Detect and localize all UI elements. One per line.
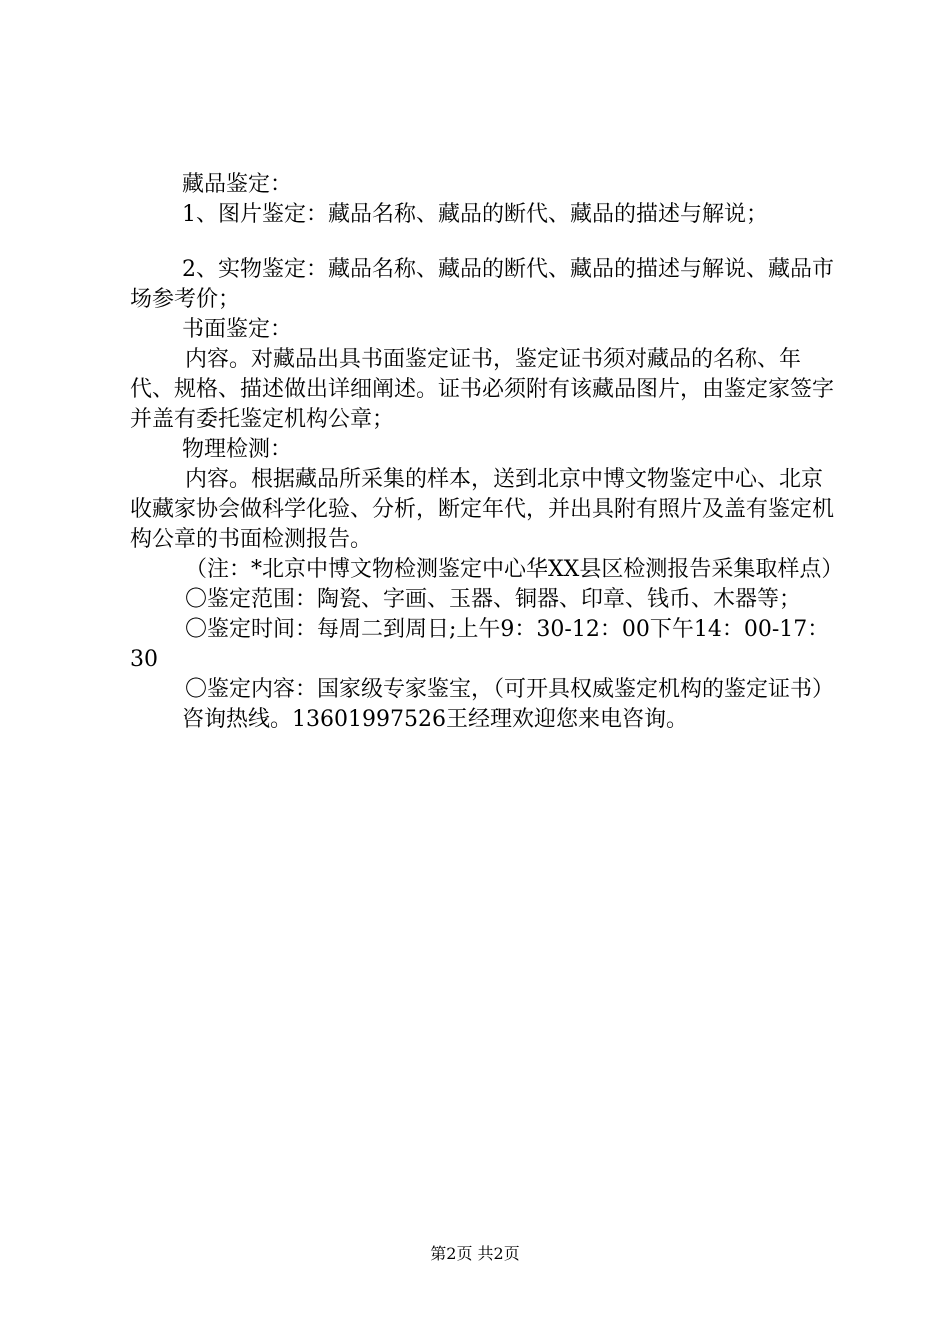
heading-written-appraisal: 书面鉴定： [182, 317, 293, 342]
document-body [130, 170, 844, 735]
physical-testing-content: 内容。根据藏品所采集的样本，送到北京中博文物鉴定中心、北京收藏家协会做科学化验、分析，断定年代，并出具附有照片及盖有鉴定机构公章的书面检测报告。 [130, 467, 835, 552]
heading-physical-testing: 物理检测： [182, 437, 293, 462]
note-sampling-point: （注：*北京中博文物检测鉴定中心华XX县区检测报告采集取样点） [185, 557, 844, 582]
item-physical-appraisal: 2、实物鉴定：藏品名称、藏品的断代、藏品的描述与解说、藏品市场参考价； [130, 257, 834, 312]
appraisal-scope: 〇鉴定范围：陶瓷、字画、玉器、铜器、印章、钱币、木器等； [185, 587, 802, 612]
consultation-hotline: 咨询热线。13601997526王经理欢迎您来电咨询。 [182, 707, 688, 732]
heading-collection-appraisal: 藏品鉴定： [182, 172, 293, 197]
item-image-appraisal: 1、图片鉴定：藏品名称、藏品的断代、藏品的描述与解说； [182, 202, 768, 227]
page-number-footer: 第2页 共2页 [430, 1244, 520, 1263]
appraisal-hours: 〇鉴定时间：每周二到周日;上午9：30-12：00下午14：00-17：30 [130, 617, 830, 672]
appraisal-content: 〇鉴定内容：国家级专家鉴宝，（可开具权威鉴定机构的鉴定证书） [185, 677, 835, 702]
written-appraisal-content: 内容。对藏品出具书面鉴定证书，鉴定证书须对藏品的名称、年代、规格、描述做出详细阐述。证书必须附有该藏品图片，由鉴定家签字并盖有委托鉴定机构公章； [130, 347, 835, 432]
